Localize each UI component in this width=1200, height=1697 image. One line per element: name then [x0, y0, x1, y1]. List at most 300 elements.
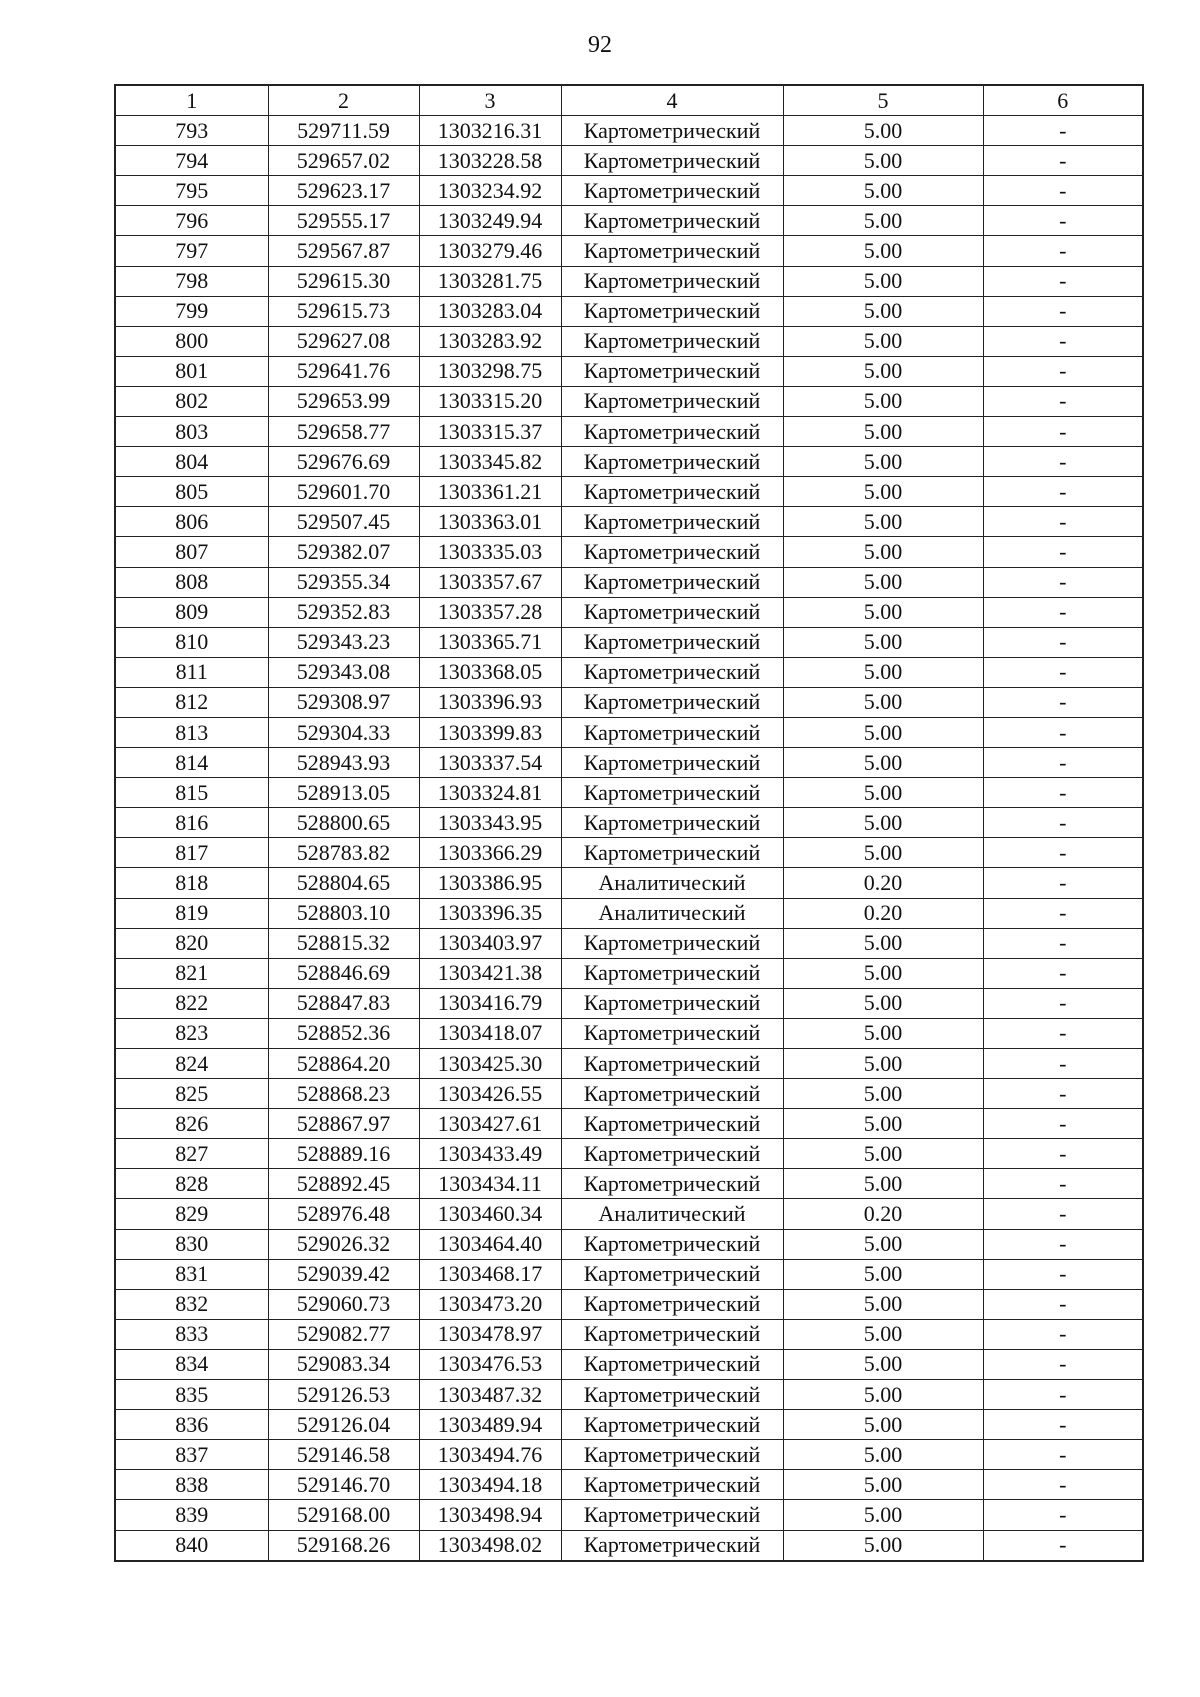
accuracy-cell: 5.00: [783, 748, 983, 778]
x-coordinate-cell: 529676.69: [268, 447, 419, 477]
accuracy-cell: 5.00: [783, 928, 983, 958]
table-row: [115, 236, 1143, 266]
method-cell: Картометрический: [561, 928, 783, 958]
method-cell: Картометрический: [561, 808, 783, 838]
x-coordinate-cell: 529146.58: [268, 1440, 419, 1470]
table-header: [115, 85, 1143, 116]
accuracy-cell: 5.00: [783, 1530, 983, 1561]
y-coordinate-cell: 1303476.53: [419, 1349, 561, 1379]
point-number-cell: 840: [115, 1530, 268, 1561]
note-cell: -: [983, 567, 1143, 597]
note-cell: -: [983, 1289, 1143, 1319]
note-cell: -: [983, 266, 1143, 296]
point-number-cell: 839: [115, 1500, 268, 1530]
x-coordinate-cell: 529555.17: [268, 206, 419, 236]
accuracy-cell: 5.00: [783, 356, 983, 386]
point-number-cell: 835: [115, 1380, 268, 1410]
header-row: [115, 85, 1143, 116]
point-number-cell: 815: [115, 778, 268, 808]
y-coordinate-cell: 1303345.82: [419, 447, 561, 477]
accuracy-cell: 5.00: [783, 386, 983, 416]
coordinates-table: [114, 84, 1144, 1562]
note-cell: -: [983, 1229, 1143, 1259]
accuracy-cell: 5.00: [783, 778, 983, 808]
column-header: 4: [561, 85, 783, 116]
y-coordinate-cell: 1303478.97: [419, 1319, 561, 1349]
note-cell: -: [983, 1079, 1143, 1109]
method-cell: Картометрический: [561, 146, 783, 176]
method-cell: Картометрический: [561, 1229, 783, 1259]
x-coordinate-cell: 529615.30: [268, 266, 419, 296]
method-cell: Картометрический: [561, 236, 783, 266]
method-cell: Картометрический: [561, 1470, 783, 1500]
table-row: [115, 1380, 1143, 1410]
point-number-cell: 816: [115, 808, 268, 838]
y-coordinate-cell: 1303464.40: [419, 1229, 561, 1259]
accuracy-cell: 5.00: [783, 1079, 983, 1109]
y-coordinate-cell: 1303315.20: [419, 386, 561, 416]
table-row: [115, 687, 1143, 717]
table-row: [115, 1410, 1143, 1440]
table-row: [115, 1049, 1143, 1079]
y-coordinate-cell: 1303427.61: [419, 1109, 561, 1139]
note-cell: -: [983, 507, 1143, 537]
method-cell: Картометрический: [561, 567, 783, 597]
point-number-cell: 809: [115, 597, 268, 627]
method-cell: Картометрический: [561, 1440, 783, 1470]
table-row: [115, 266, 1143, 296]
method-cell: Картометрический: [561, 657, 783, 687]
method-cell: Картометрический: [561, 447, 783, 477]
y-coordinate-cell: 1303283.92: [419, 326, 561, 356]
note-cell: -: [983, 958, 1143, 988]
point-number-cell: 838: [115, 1470, 268, 1500]
point-number-cell: 807: [115, 537, 268, 567]
method-cell: Картометрический: [561, 1289, 783, 1319]
x-coordinate-cell: 529601.70: [268, 477, 419, 507]
table-row: [115, 1229, 1143, 1259]
method-cell: Картометрический: [561, 206, 783, 236]
table-row: [115, 1259, 1143, 1289]
accuracy-cell: 5.00: [783, 1380, 983, 1410]
accuracy-cell: 5.00: [783, 1169, 983, 1199]
y-coordinate-cell: 1303335.03: [419, 537, 561, 567]
method-cell: Картометрический: [561, 326, 783, 356]
note-cell: -: [983, 778, 1143, 808]
note-cell: -: [983, 477, 1143, 507]
table-row: [115, 1169, 1143, 1199]
table-row: [115, 717, 1143, 747]
point-number-cell: 798: [115, 266, 268, 296]
x-coordinate-cell: 529168.26: [268, 1530, 419, 1561]
y-coordinate-cell: 1303368.05: [419, 657, 561, 687]
note-cell: -: [983, 1500, 1143, 1530]
accuracy-cell: 5.00: [783, 176, 983, 206]
x-coordinate-cell: 529343.23: [268, 627, 419, 657]
x-coordinate-cell: 529627.08: [268, 326, 419, 356]
table-row: [115, 116, 1143, 146]
note-cell: -: [983, 1440, 1143, 1470]
note-cell: -: [983, 1049, 1143, 1079]
accuracy-cell: 5.00: [783, 657, 983, 687]
column-header: 1: [115, 85, 268, 116]
x-coordinate-cell: 529355.34: [268, 567, 419, 597]
x-coordinate-cell: 528800.65: [268, 808, 419, 838]
table-row: [115, 417, 1143, 447]
y-coordinate-cell: 1303315.37: [419, 417, 561, 447]
x-coordinate-cell: 529507.45: [268, 507, 419, 537]
table-row: [115, 447, 1143, 477]
point-number-cell: 832: [115, 1289, 268, 1319]
table-row: [115, 1319, 1143, 1349]
accuracy-cell: 5.00: [783, 1049, 983, 1079]
point-number-cell: 811: [115, 657, 268, 687]
note-cell: -: [983, 597, 1143, 627]
table-row: [115, 146, 1143, 176]
x-coordinate-cell: 528943.93: [268, 748, 419, 778]
column-header: 2: [268, 85, 419, 116]
note-cell: -: [983, 717, 1143, 747]
method-cell: Картометрический: [561, 266, 783, 296]
x-coordinate-cell: 529126.53: [268, 1380, 419, 1410]
table-row: [115, 1349, 1143, 1379]
x-coordinate-cell: 528847.83: [268, 988, 419, 1018]
accuracy-cell: 5.00: [783, 567, 983, 597]
point-number-cell: 805: [115, 477, 268, 507]
method-cell: Картометрический: [561, 687, 783, 717]
method-cell: Картометрический: [561, 1079, 783, 1109]
point-number-cell: 820: [115, 928, 268, 958]
table-row: [115, 988, 1143, 1018]
y-coordinate-cell: 1303421.38: [419, 958, 561, 988]
point-number-cell: 797: [115, 236, 268, 266]
y-coordinate-cell: 1303416.79: [419, 988, 561, 1018]
point-number-cell: 823: [115, 1018, 268, 1048]
y-coordinate-cell: 1303434.11: [419, 1169, 561, 1199]
x-coordinate-cell: 529060.73: [268, 1289, 419, 1319]
method-cell: Картометрический: [561, 1049, 783, 1079]
table-row: [115, 537, 1143, 567]
note-cell: -: [983, 1380, 1143, 1410]
accuracy-cell: 5.00: [783, 537, 983, 567]
y-coordinate-cell: 1303399.83: [419, 717, 561, 747]
x-coordinate-cell: 529026.32: [268, 1229, 419, 1259]
method-cell: Аналитический: [561, 868, 783, 898]
point-number-cell: 834: [115, 1349, 268, 1379]
column-header: 3: [419, 85, 561, 116]
y-coordinate-cell: 1303403.97: [419, 928, 561, 958]
accuracy-cell: 5.00: [783, 808, 983, 838]
accuracy-cell: 5.00: [783, 146, 983, 176]
y-coordinate-cell: 1303366.29: [419, 838, 561, 868]
accuracy-cell: 5.00: [783, 326, 983, 356]
method-cell: Картометрический: [561, 296, 783, 326]
table-row: [115, 1139, 1143, 1169]
note-cell: -: [983, 1169, 1143, 1199]
accuracy-cell: 5.00: [783, 116, 983, 146]
note-cell: -: [983, 417, 1143, 447]
method-cell: Картометрический: [561, 116, 783, 146]
accuracy-cell: 5.00: [783, 1410, 983, 1440]
point-number-cell: 829: [115, 1199, 268, 1229]
column-header: 5: [783, 85, 983, 116]
method-cell: Картометрический: [561, 507, 783, 537]
method-cell: Аналитический: [561, 1199, 783, 1229]
method-cell: Картометрический: [561, 717, 783, 747]
note-cell: -: [983, 236, 1143, 266]
x-coordinate-cell: 529083.34: [268, 1349, 419, 1379]
x-coordinate-cell: 528868.23: [268, 1079, 419, 1109]
table-row: [115, 356, 1143, 386]
note-cell: -: [983, 808, 1143, 838]
y-coordinate-cell: 1303298.75: [419, 356, 561, 386]
point-number-cell: 827: [115, 1139, 268, 1169]
table-row: [115, 567, 1143, 597]
table-row: [115, 868, 1143, 898]
x-coordinate-cell: 529308.97: [268, 687, 419, 717]
table-row: [115, 778, 1143, 808]
note-cell: -: [983, 116, 1143, 146]
table-row: [115, 1470, 1143, 1500]
y-coordinate-cell: 1303249.94: [419, 206, 561, 236]
accuracy-cell: 5.00: [783, 1440, 983, 1470]
note-cell: -: [983, 657, 1143, 687]
table-row: [115, 748, 1143, 778]
point-number-cell: 796: [115, 206, 268, 236]
x-coordinate-cell: 529653.99: [268, 386, 419, 416]
note-cell: -: [983, 988, 1143, 1018]
accuracy-cell: 5.00: [783, 1349, 983, 1379]
method-cell: Картометрический: [561, 1139, 783, 1169]
y-coordinate-cell: 1303324.81: [419, 778, 561, 808]
x-coordinate-cell: 528867.97: [268, 1109, 419, 1139]
note-cell: -: [983, 748, 1143, 778]
point-number-cell: 806: [115, 507, 268, 537]
note-cell: -: [983, 1139, 1143, 1169]
method-cell: Картометрический: [561, 597, 783, 627]
point-number-cell: 817: [115, 838, 268, 868]
x-coordinate-cell: 529126.04: [268, 1410, 419, 1440]
method-cell: Картометрический: [561, 1259, 783, 1289]
method-cell: Картометрический: [561, 1530, 783, 1561]
note-cell: -: [983, 146, 1143, 176]
note-cell: -: [983, 1109, 1143, 1139]
note-cell: -: [983, 687, 1143, 717]
accuracy-cell: 5.00: [783, 477, 983, 507]
y-coordinate-cell: 1303396.35: [419, 898, 561, 928]
table-row: [115, 326, 1143, 356]
point-number-cell: 830: [115, 1229, 268, 1259]
x-coordinate-cell: 528815.32: [268, 928, 419, 958]
accuracy-cell: 0.20: [783, 898, 983, 928]
note-cell: -: [983, 1259, 1143, 1289]
table-row: [115, 838, 1143, 868]
method-cell: Картометрический: [561, 1500, 783, 1530]
x-coordinate-cell: 528913.05: [268, 778, 419, 808]
note-cell: -: [983, 868, 1143, 898]
accuracy-cell: 5.00: [783, 417, 983, 447]
accuracy-cell: 5.00: [783, 1319, 983, 1349]
point-number-cell: 800: [115, 326, 268, 356]
table-row: [115, 206, 1143, 236]
note-cell: -: [983, 386, 1143, 416]
method-cell: Картометрический: [561, 1018, 783, 1048]
method-cell: Картометрический: [561, 176, 783, 206]
y-coordinate-cell: 1303357.28: [419, 597, 561, 627]
note-cell: -: [983, 326, 1143, 356]
x-coordinate-cell: 528889.16: [268, 1139, 419, 1169]
table-row: [115, 597, 1143, 627]
method-cell: Картометрический: [561, 778, 783, 808]
point-number-cell: 837: [115, 1440, 268, 1470]
note-cell: -: [983, 296, 1143, 326]
y-coordinate-cell: 1303228.58: [419, 146, 561, 176]
accuracy-cell: 5.00: [783, 1139, 983, 1169]
note-cell: -: [983, 838, 1143, 868]
point-number-cell: 836: [115, 1410, 268, 1440]
table-row: [115, 958, 1143, 988]
y-coordinate-cell: 1303487.32: [419, 1380, 561, 1410]
note-cell: -: [983, 928, 1143, 958]
method-cell: Картометрический: [561, 838, 783, 868]
table-row: [115, 176, 1143, 206]
accuracy-cell: 5.00: [783, 1500, 983, 1530]
note-cell: -: [983, 1018, 1143, 1048]
accuracy-cell: 5.00: [783, 988, 983, 1018]
note-cell: -: [983, 176, 1143, 206]
table-row: [115, 928, 1143, 958]
point-number-cell: 810: [115, 627, 268, 657]
column-header: 6: [983, 85, 1143, 116]
note-cell: -: [983, 1470, 1143, 1500]
note-cell: -: [983, 627, 1143, 657]
table-row: [115, 1500, 1143, 1530]
method-cell: Картометрический: [561, 1349, 783, 1379]
y-coordinate-cell: 1303357.67: [419, 567, 561, 597]
x-coordinate-cell: 528864.20: [268, 1049, 419, 1079]
accuracy-cell: 5.00: [783, 838, 983, 868]
x-coordinate-cell: 529082.77: [268, 1319, 419, 1349]
table-row: [115, 898, 1143, 928]
x-coordinate-cell: 528846.69: [268, 958, 419, 988]
y-coordinate-cell: 1303494.18: [419, 1470, 561, 1500]
method-cell: Картометрический: [561, 1319, 783, 1349]
x-coordinate-cell: 529382.07: [268, 537, 419, 567]
y-coordinate-cell: 1303418.07: [419, 1018, 561, 1048]
note-cell: -: [983, 1530, 1143, 1561]
x-coordinate-cell: 529567.87: [268, 236, 419, 266]
y-coordinate-cell: 1303343.95: [419, 808, 561, 838]
x-coordinate-cell: 529352.83: [268, 597, 419, 627]
accuracy-cell: 5.00: [783, 627, 983, 657]
accuracy-cell: 5.00: [783, 266, 983, 296]
table-row: [115, 477, 1143, 507]
accuracy-cell: 5.00: [783, 1229, 983, 1259]
x-coordinate-cell: 528892.45: [268, 1169, 419, 1199]
accuracy-cell: 5.00: [783, 296, 983, 326]
method-cell: Картометрический: [561, 988, 783, 1018]
accuracy-cell: 0.20: [783, 1199, 983, 1229]
y-coordinate-cell: 1303281.75: [419, 266, 561, 296]
point-number-cell: 795: [115, 176, 268, 206]
x-coordinate-cell: 529615.73: [268, 296, 419, 326]
method-cell: Картометрический: [561, 1410, 783, 1440]
method-cell: Картометрический: [561, 1109, 783, 1139]
x-coordinate-cell: 529039.42: [268, 1259, 419, 1289]
table-body: [115, 116, 1143, 1561]
accuracy-cell: 0.20: [783, 868, 983, 898]
accuracy-cell: 5.00: [783, 958, 983, 988]
y-coordinate-cell: 1303279.46: [419, 236, 561, 266]
point-number-cell: 813: [115, 717, 268, 747]
method-cell: Картометрический: [561, 356, 783, 386]
accuracy-cell: 5.00: [783, 1018, 983, 1048]
point-number-cell: 801: [115, 356, 268, 386]
y-coordinate-cell: 1303216.31: [419, 116, 561, 146]
y-coordinate-cell: 1303361.21: [419, 477, 561, 507]
point-number-cell: 808: [115, 567, 268, 597]
point-number-cell: 821: [115, 958, 268, 988]
method-cell: Картометрический: [561, 477, 783, 507]
page-number: 92: [588, 32, 612, 58]
note-cell: -: [983, 1319, 1143, 1349]
method-cell: Картометрический: [561, 386, 783, 416]
table-row: [115, 386, 1143, 416]
point-number-cell: 793: [115, 116, 268, 146]
point-number-cell: 799: [115, 296, 268, 326]
point-number-cell: 824: [115, 1049, 268, 1079]
note-cell: -: [983, 206, 1143, 236]
x-coordinate-cell: 528803.10: [268, 898, 419, 928]
method-cell: Картометрический: [561, 537, 783, 567]
note-cell: -: [983, 447, 1143, 477]
method-cell: Аналитический: [561, 898, 783, 928]
table-row: [115, 296, 1143, 326]
accuracy-cell: 5.00: [783, 1259, 983, 1289]
accuracy-cell: 5.00: [783, 717, 983, 747]
y-coordinate-cell: 1303337.54: [419, 748, 561, 778]
accuracy-cell: 5.00: [783, 1470, 983, 1500]
point-number-cell: 804: [115, 447, 268, 477]
table-row: [115, 1440, 1143, 1470]
accuracy-cell: 5.00: [783, 1109, 983, 1139]
y-coordinate-cell: 1303489.94: [419, 1410, 561, 1440]
method-cell: Картометрический: [561, 627, 783, 657]
y-coordinate-cell: 1303498.94: [419, 1500, 561, 1530]
x-coordinate-cell: 529658.77: [268, 417, 419, 447]
x-coordinate-cell: 529168.00: [268, 1500, 419, 1530]
table-row: [115, 1018, 1143, 1048]
x-coordinate-cell: 529711.59: [268, 116, 419, 146]
point-number-cell: 822: [115, 988, 268, 1018]
point-number-cell: 812: [115, 687, 268, 717]
note-cell: -: [983, 1410, 1143, 1440]
table-row: [115, 1289, 1143, 1319]
table-row: [115, 1199, 1143, 1229]
y-coordinate-cell: 1303468.17: [419, 1259, 561, 1289]
method-cell: Картометрический: [561, 958, 783, 988]
note-cell: -: [983, 1349, 1143, 1379]
y-coordinate-cell: 1303494.76: [419, 1440, 561, 1470]
x-coordinate-cell: 528976.48: [268, 1199, 419, 1229]
point-number-cell: 818: [115, 868, 268, 898]
point-number-cell: 803: [115, 417, 268, 447]
x-coordinate-cell: 528852.36: [268, 1018, 419, 1048]
table-row: [115, 808, 1143, 838]
y-coordinate-cell: 1303473.20: [419, 1289, 561, 1319]
x-coordinate-cell: 529343.08: [268, 657, 419, 687]
table-row: [115, 1109, 1143, 1139]
